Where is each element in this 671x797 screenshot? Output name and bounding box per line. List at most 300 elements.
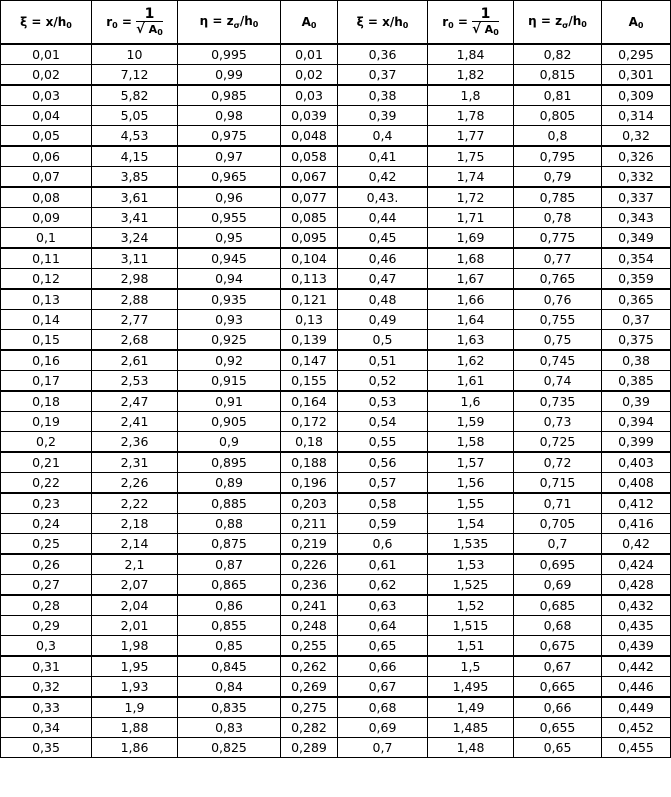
cell-eta: 0,855	[178, 616, 281, 636]
cell-a0: 0,039	[281, 106, 338, 126]
cell-eta-2: 0,715	[514, 473, 602, 494]
cell-a0: 0,03	[281, 85, 338, 106]
cell-eta: 0,83	[178, 718, 281, 738]
cell-a0: 0,248	[281, 616, 338, 636]
cell-eta-2: 0,8	[514, 126, 602, 147]
cell-r0: 2,53	[92, 371, 178, 392]
cell-a0: 0,241	[281, 595, 338, 616]
cell-r0-2: 1,67	[428, 269, 514, 290]
cell-eta: 0,905	[178, 412, 281, 432]
cell-a0-2: 0,394	[602, 412, 671, 432]
cell-r0-2: 1,53	[428, 554, 514, 575]
cell-eta: 0,85	[178, 636, 281, 657]
cell-xi: 0,16	[1, 350, 92, 371]
cell-r0-2: 1,68	[428, 248, 514, 269]
cell-r0: 3,11	[92, 248, 178, 269]
table-row	[1, 350, 671, 371]
cell-a0-2: 0,37	[602, 310, 671, 330]
cell-a0-2: 0,365	[602, 289, 671, 310]
cell-a0-2: 0,39	[602, 391, 671, 412]
cell-a0-2: 0,452	[602, 718, 671, 738]
cell-eta-2: 0,82	[514, 44, 602, 65]
cell-r0-2: 1,61	[428, 371, 514, 392]
cell-xi: 0,08	[1, 187, 92, 208]
cell-r0: 2,26	[92, 473, 178, 494]
header-a0: $A_0$	[281, 1, 338, 45]
cell-xi-2: 0,58	[338, 493, 428, 514]
cell-a0: 0,219	[281, 534, 338, 555]
cell-eta-2: 0,7	[514, 534, 602, 555]
cell-eta-2: 0,79	[514, 167, 602, 188]
table-row	[1, 718, 671, 738]
cell-a0-2: 0,455	[602, 738, 671, 758]
cell-eta-2: 0,66	[514, 697, 602, 718]
table-row	[1, 126, 671, 147]
cell-r0-2: 1,72	[428, 187, 514, 208]
table-row	[1, 616, 671, 636]
cell-xi-2: 0,68	[338, 697, 428, 718]
cell-xi-2: 0,6	[338, 534, 428, 555]
cell-xi: 0,01	[1, 44, 92, 65]
cell-a0: 0,104	[281, 248, 338, 269]
table-row	[1, 65, 671, 86]
table-row	[1, 738, 671, 758]
cell-a0: 0,085	[281, 208, 338, 228]
table-row	[1, 473, 671, 494]
cell-xi-2: 0,61	[338, 554, 428, 575]
cell-a0-2: 0,354	[602, 248, 671, 269]
cell-eta: 0,9	[178, 432, 281, 453]
cell-eta-2: 0,815	[514, 65, 602, 86]
table-row	[1, 656, 671, 677]
cell-r0: 2,14	[92, 534, 178, 555]
cell-a0: 0,139	[281, 330, 338, 351]
cell-r0: 2,88	[92, 289, 178, 310]
cell-xi: 0,33	[1, 697, 92, 718]
cell-eta: 0,875	[178, 534, 281, 555]
cell-xi-2: 0,59	[338, 514, 428, 534]
cell-xi-2: 0,45	[338, 228, 428, 249]
cell-xi: 0,22	[1, 473, 92, 494]
table-body	[1, 44, 671, 758]
cell-r0-2: 1,75	[428, 146, 514, 167]
cell-a0-2: 0,446	[602, 677, 671, 698]
cell-eta-2: 0,665	[514, 677, 602, 698]
cell-r0-2: 1,74	[428, 167, 514, 188]
cell-xi-2: 0,65	[338, 636, 428, 657]
cell-xi: 0,18	[1, 391, 92, 412]
cell-r0: 4,15	[92, 146, 178, 167]
table-row	[1, 391, 671, 412]
cell-a0-2: 0,432	[602, 595, 671, 616]
cell-eta: 0,87	[178, 554, 281, 575]
table-row	[1, 452, 671, 473]
cell-eta-2: 0,65	[514, 738, 602, 758]
cell-xi: 0,3	[1, 636, 92, 657]
cell-r0-2: 1,525	[428, 575, 514, 596]
cell-a0: 0,121	[281, 289, 338, 310]
cell-xi: 0,13	[1, 289, 92, 310]
cell-r0: 2,61	[92, 350, 178, 371]
cell-a0-2: 0,442	[602, 656, 671, 677]
cell-eta-2: 0,775	[514, 228, 602, 249]
cell-a0: 0,289	[281, 738, 338, 758]
cell-eta-2: 0,74	[514, 371, 602, 392]
cell-r0-2: 1,52	[428, 595, 514, 616]
header-r0-2: $r_0$ = $\frac{1}{√ A_0}$	[428, 1, 514, 45]
cell-xi: 0,11	[1, 248, 92, 269]
cell-xi: 0,15	[1, 330, 92, 351]
cell-xi-2: 0,63	[338, 595, 428, 616]
cell-r0-2: 1,84	[428, 44, 514, 65]
cell-r0: 2,47	[92, 391, 178, 412]
cell-r0: 2,31	[92, 452, 178, 473]
cell-r0: 5,82	[92, 85, 178, 106]
cell-xi: 0,25	[1, 534, 92, 555]
cell-xi-2: 0,53	[338, 391, 428, 412]
cell-a0-2: 0,428	[602, 575, 671, 596]
cell-xi: 0,07	[1, 167, 92, 188]
cell-r0-2: 1,6	[428, 391, 514, 412]
cell-r0-2: 1,5	[428, 656, 514, 677]
cell-xi-2: 0,49	[338, 310, 428, 330]
cell-a0-2: 0,385	[602, 371, 671, 392]
cell-eta: 0,93	[178, 310, 281, 330]
cell-r0-2: 1,63	[428, 330, 514, 351]
cell-eta: 0,895	[178, 452, 281, 473]
cell-xi: 0,17	[1, 371, 92, 392]
cell-xi: 0,27	[1, 575, 92, 596]
cell-xi-2: 0,52	[338, 371, 428, 392]
cell-r0: 2,01	[92, 616, 178, 636]
header-xi-2: $\xi = x/h_0$	[338, 1, 428, 45]
cell-r0-2: 1,71	[428, 208, 514, 228]
cell-r0: 3,41	[92, 208, 178, 228]
cell-eta: 0,92	[178, 350, 281, 371]
cell-xi-2: 0,48	[338, 289, 428, 310]
cell-eta: 0,915	[178, 371, 281, 392]
table-row	[1, 697, 671, 718]
cell-xi: 0,34	[1, 718, 92, 738]
cell-xi: 0,04	[1, 106, 92, 126]
table-row	[1, 371, 671, 392]
cell-xi: 0,14	[1, 310, 92, 330]
cell-eta-2: 0,67	[514, 656, 602, 677]
cell-r0: 3,85	[92, 167, 178, 188]
cell-r0-2: 1,495	[428, 677, 514, 698]
cell-xi: 0,05	[1, 126, 92, 147]
table-row	[1, 106, 671, 126]
cell-eta: 0,835	[178, 697, 281, 718]
table-row	[1, 575, 671, 596]
cell-eta-2: 0,81	[514, 85, 602, 106]
cell-eta-2: 0,795	[514, 146, 602, 167]
cell-a0: 0,275	[281, 697, 338, 718]
cell-a0-2: 0,408	[602, 473, 671, 494]
cell-a0: 0,164	[281, 391, 338, 412]
cell-a0: 0,058	[281, 146, 338, 167]
cell-r0-2: 1,82	[428, 65, 514, 86]
cell-xi-2: 0,7	[338, 738, 428, 758]
cell-eta: 0,91	[178, 391, 281, 412]
cell-a0-2: 0,416	[602, 514, 671, 534]
cell-r0: 2,68	[92, 330, 178, 351]
cell-eta-2: 0,68	[514, 616, 602, 636]
cell-xi-2: 0,64	[338, 616, 428, 636]
cell-r0: 1,88	[92, 718, 178, 738]
cell-eta: 0,88	[178, 514, 281, 534]
cell-xi-2: 0,44	[338, 208, 428, 228]
cell-r0-2: 1,78	[428, 106, 514, 126]
cell-a0: 0,01	[281, 44, 338, 65]
cell-xi-2: 0,67	[338, 677, 428, 698]
cell-a0-2: 0,435	[602, 616, 671, 636]
table-row	[1, 228, 671, 249]
cell-r0: 2,77	[92, 310, 178, 330]
cell-xi-2: 0,41	[338, 146, 428, 167]
cell-a0: 0,226	[281, 554, 338, 575]
cell-eta-2: 0,685	[514, 595, 602, 616]
cell-r0: 3,61	[92, 187, 178, 208]
cell-a0: 0,255	[281, 636, 338, 657]
cell-a0-2: 0,314	[602, 106, 671, 126]
cell-a0: 0,196	[281, 473, 338, 494]
table-row	[1, 269, 671, 290]
table-row	[1, 85, 671, 106]
cell-eta: 0,975	[178, 126, 281, 147]
cell-xi-2: 0,5	[338, 330, 428, 351]
cell-a0-2: 0,343	[602, 208, 671, 228]
header-eta-2: $\eta = z_\sigma/h_0$	[514, 1, 602, 45]
cell-r0: 1,86	[92, 738, 178, 758]
cell-r0: 1,93	[92, 677, 178, 698]
table-row	[1, 289, 671, 310]
cell-xi-2: 0,62	[338, 575, 428, 596]
cell-eta-2: 0,78	[514, 208, 602, 228]
cell-a0-2: 0,449	[602, 697, 671, 718]
cell-xi-2: 0,38	[338, 85, 428, 106]
cell-r0-2: 1,58	[428, 432, 514, 453]
cell-a0: 0,13	[281, 310, 338, 330]
cell-a0: 0,067	[281, 167, 338, 188]
cell-xi-2: 0,54	[338, 412, 428, 432]
cell-a0-2: 0,337	[602, 187, 671, 208]
cell-r0: 2,22	[92, 493, 178, 514]
cell-r0-2: 1,57	[428, 452, 514, 473]
table-row	[1, 534, 671, 555]
cell-eta: 0,985	[178, 85, 281, 106]
cell-a0: 0,048	[281, 126, 338, 147]
cell-eta-2: 0,805	[514, 106, 602, 126]
cell-eta-2: 0,755	[514, 310, 602, 330]
cell-eta: 0,955	[178, 208, 281, 228]
cell-r0-2: 1,66	[428, 289, 514, 310]
cell-eta-2: 0,69	[514, 575, 602, 596]
cell-eta-2: 0,705	[514, 514, 602, 534]
cell-r0-2: 1,51	[428, 636, 514, 657]
cell-a0-2: 0,309	[602, 85, 671, 106]
cell-eta: 0,945	[178, 248, 281, 269]
cell-xi: 0,24	[1, 514, 92, 534]
cell-r0: 1,9	[92, 697, 178, 718]
cell-xi-2: 0,42	[338, 167, 428, 188]
cell-eta: 0,995	[178, 44, 281, 65]
cell-r0: 2,98	[92, 269, 178, 290]
header-xi: $\xi = x/h_0$	[1, 1, 92, 45]
cell-xi: 0,1	[1, 228, 92, 249]
cell-a0-2: 0,399	[602, 432, 671, 453]
cell-xi-2: 0,66	[338, 656, 428, 677]
cell-a0-2: 0,359	[602, 269, 671, 290]
cell-xi-2: 0,4	[338, 126, 428, 147]
cell-eta: 0,86	[178, 595, 281, 616]
cell-eta: 0,925	[178, 330, 281, 351]
cell-a0: 0,211	[281, 514, 338, 534]
table-row	[1, 44, 671, 65]
cell-eta-2: 0,785	[514, 187, 602, 208]
cell-eta: 0,965	[178, 167, 281, 188]
cell-eta: 0,84	[178, 677, 281, 698]
cell-a0-2: 0,332	[602, 167, 671, 188]
cell-r0: 2,1	[92, 554, 178, 575]
cell-xi-2: 0,69	[338, 718, 428, 738]
cell-eta: 0,96	[178, 187, 281, 208]
table-row	[1, 493, 671, 514]
cell-a0-2: 0,349	[602, 228, 671, 249]
cell-xi-2: 0,57	[338, 473, 428, 494]
cell-r0: 5,05	[92, 106, 178, 126]
cell-r0: 2,18	[92, 514, 178, 534]
cell-r0: 7,12	[92, 65, 178, 86]
cell-xi: 0,29	[1, 616, 92, 636]
cell-eta: 0,865	[178, 575, 281, 596]
table-row	[1, 248, 671, 269]
cell-xi: 0,09	[1, 208, 92, 228]
cell-a0: 0,155	[281, 371, 338, 392]
cell-eta-2: 0,73	[514, 412, 602, 432]
cell-xi: 0,35	[1, 738, 92, 758]
cell-a0: 0,203	[281, 493, 338, 514]
cell-a0: 0,02	[281, 65, 338, 86]
cell-a0: 0,282	[281, 718, 338, 738]
cell-r0-2: 1,485	[428, 718, 514, 738]
cell-xi: 0,32	[1, 677, 92, 698]
cell-r0-2: 1,49	[428, 697, 514, 718]
cell-eta-2: 0,765	[514, 269, 602, 290]
cell-eta-2: 0,725	[514, 432, 602, 453]
cell-xi: 0,23	[1, 493, 92, 514]
cell-eta-2: 0,76	[514, 289, 602, 310]
cell-eta: 0,94	[178, 269, 281, 290]
cell-r0: 2,36	[92, 432, 178, 453]
cell-xi-2: 0,51	[338, 350, 428, 371]
cell-a0-2: 0,375	[602, 330, 671, 351]
cell-eta-2: 0,71	[514, 493, 602, 514]
cell-r0-2: 1,535	[428, 534, 514, 555]
cell-r0: 10	[92, 44, 178, 65]
cell-r0-2: 1,56	[428, 473, 514, 494]
cell-xi: 0,28	[1, 595, 92, 616]
cell-eta-2: 0,675	[514, 636, 602, 657]
cell-a0-2: 0,424	[602, 554, 671, 575]
header-a0-2: $A_0$	[602, 1, 671, 45]
cell-eta-2: 0,72	[514, 452, 602, 473]
cell-a0: 0,113	[281, 269, 338, 290]
cell-eta-2: 0,745	[514, 350, 602, 371]
cell-xi-2: 0,39	[338, 106, 428, 126]
cell-r0-2: 1,62	[428, 350, 514, 371]
table-row	[1, 412, 671, 432]
cell-r0-2: 1,55	[428, 493, 514, 514]
cell-eta: 0,935	[178, 289, 281, 310]
table-row	[1, 595, 671, 616]
cell-eta: 0,89	[178, 473, 281, 494]
cell-xi: 0,19	[1, 412, 92, 432]
cell-a0-2: 0,412	[602, 493, 671, 514]
table-row	[1, 514, 671, 534]
cell-r0-2: 1,8	[428, 85, 514, 106]
cell-xi-2: 0,55	[338, 432, 428, 453]
cell-eta: 0,98	[178, 106, 281, 126]
cell-a0: 0,269	[281, 677, 338, 698]
cell-a0-2: 0,301	[602, 65, 671, 86]
cell-xi-2: 0,46	[338, 248, 428, 269]
cell-r0: 3,24	[92, 228, 178, 249]
table-row	[1, 208, 671, 228]
cell-a0-2: 0,32	[602, 126, 671, 147]
cell-eta: 0,95	[178, 228, 281, 249]
cell-a0-2: 0,403	[602, 452, 671, 473]
cell-a0-2: 0,439	[602, 636, 671, 657]
cell-eta-2: 0,77	[514, 248, 602, 269]
cell-r0-2: 1,54	[428, 514, 514, 534]
cell-eta-2: 0,695	[514, 554, 602, 575]
table-row	[1, 330, 671, 351]
cell-r0-2: 1,48	[428, 738, 514, 758]
cell-eta-2: 0,655	[514, 718, 602, 738]
table-row	[1, 432, 671, 453]
cell-r0: 2,04	[92, 595, 178, 616]
cell-a0-2: 0,326	[602, 146, 671, 167]
cell-a0: 0,18	[281, 432, 338, 453]
table-row	[1, 310, 671, 330]
cell-a0: 0,172	[281, 412, 338, 432]
cell-eta: 0,99	[178, 65, 281, 86]
cell-xi: 0,2	[1, 432, 92, 453]
cell-r0: 4,53	[92, 126, 178, 147]
cell-a0: 0,095	[281, 228, 338, 249]
cell-xi: 0,06	[1, 146, 92, 167]
cell-xi: 0,03	[1, 85, 92, 106]
cell-a0: 0,262	[281, 656, 338, 677]
table-row	[1, 636, 671, 657]
header-eta: $\eta = z_\sigma/h_0$	[178, 1, 281, 45]
cell-xi-2: 0,43.	[338, 187, 428, 208]
cell-xi-2: 0,47	[338, 269, 428, 290]
table-header	[1, 1, 671, 45]
cell-r0: 1,98	[92, 636, 178, 657]
cell-a0: 0,147	[281, 350, 338, 371]
cell-a0-2: 0,295	[602, 44, 671, 65]
table-row	[1, 677, 671, 698]
cell-eta: 0,97	[178, 146, 281, 167]
cell-xi: 0,12	[1, 269, 92, 290]
cell-a0-2: 0,38	[602, 350, 671, 371]
cell-xi-2: 0,56	[338, 452, 428, 473]
cell-xi-2: 0,37	[338, 65, 428, 86]
cell-r0-2: 1,77	[428, 126, 514, 147]
cell-r0-2: 1,64	[428, 310, 514, 330]
